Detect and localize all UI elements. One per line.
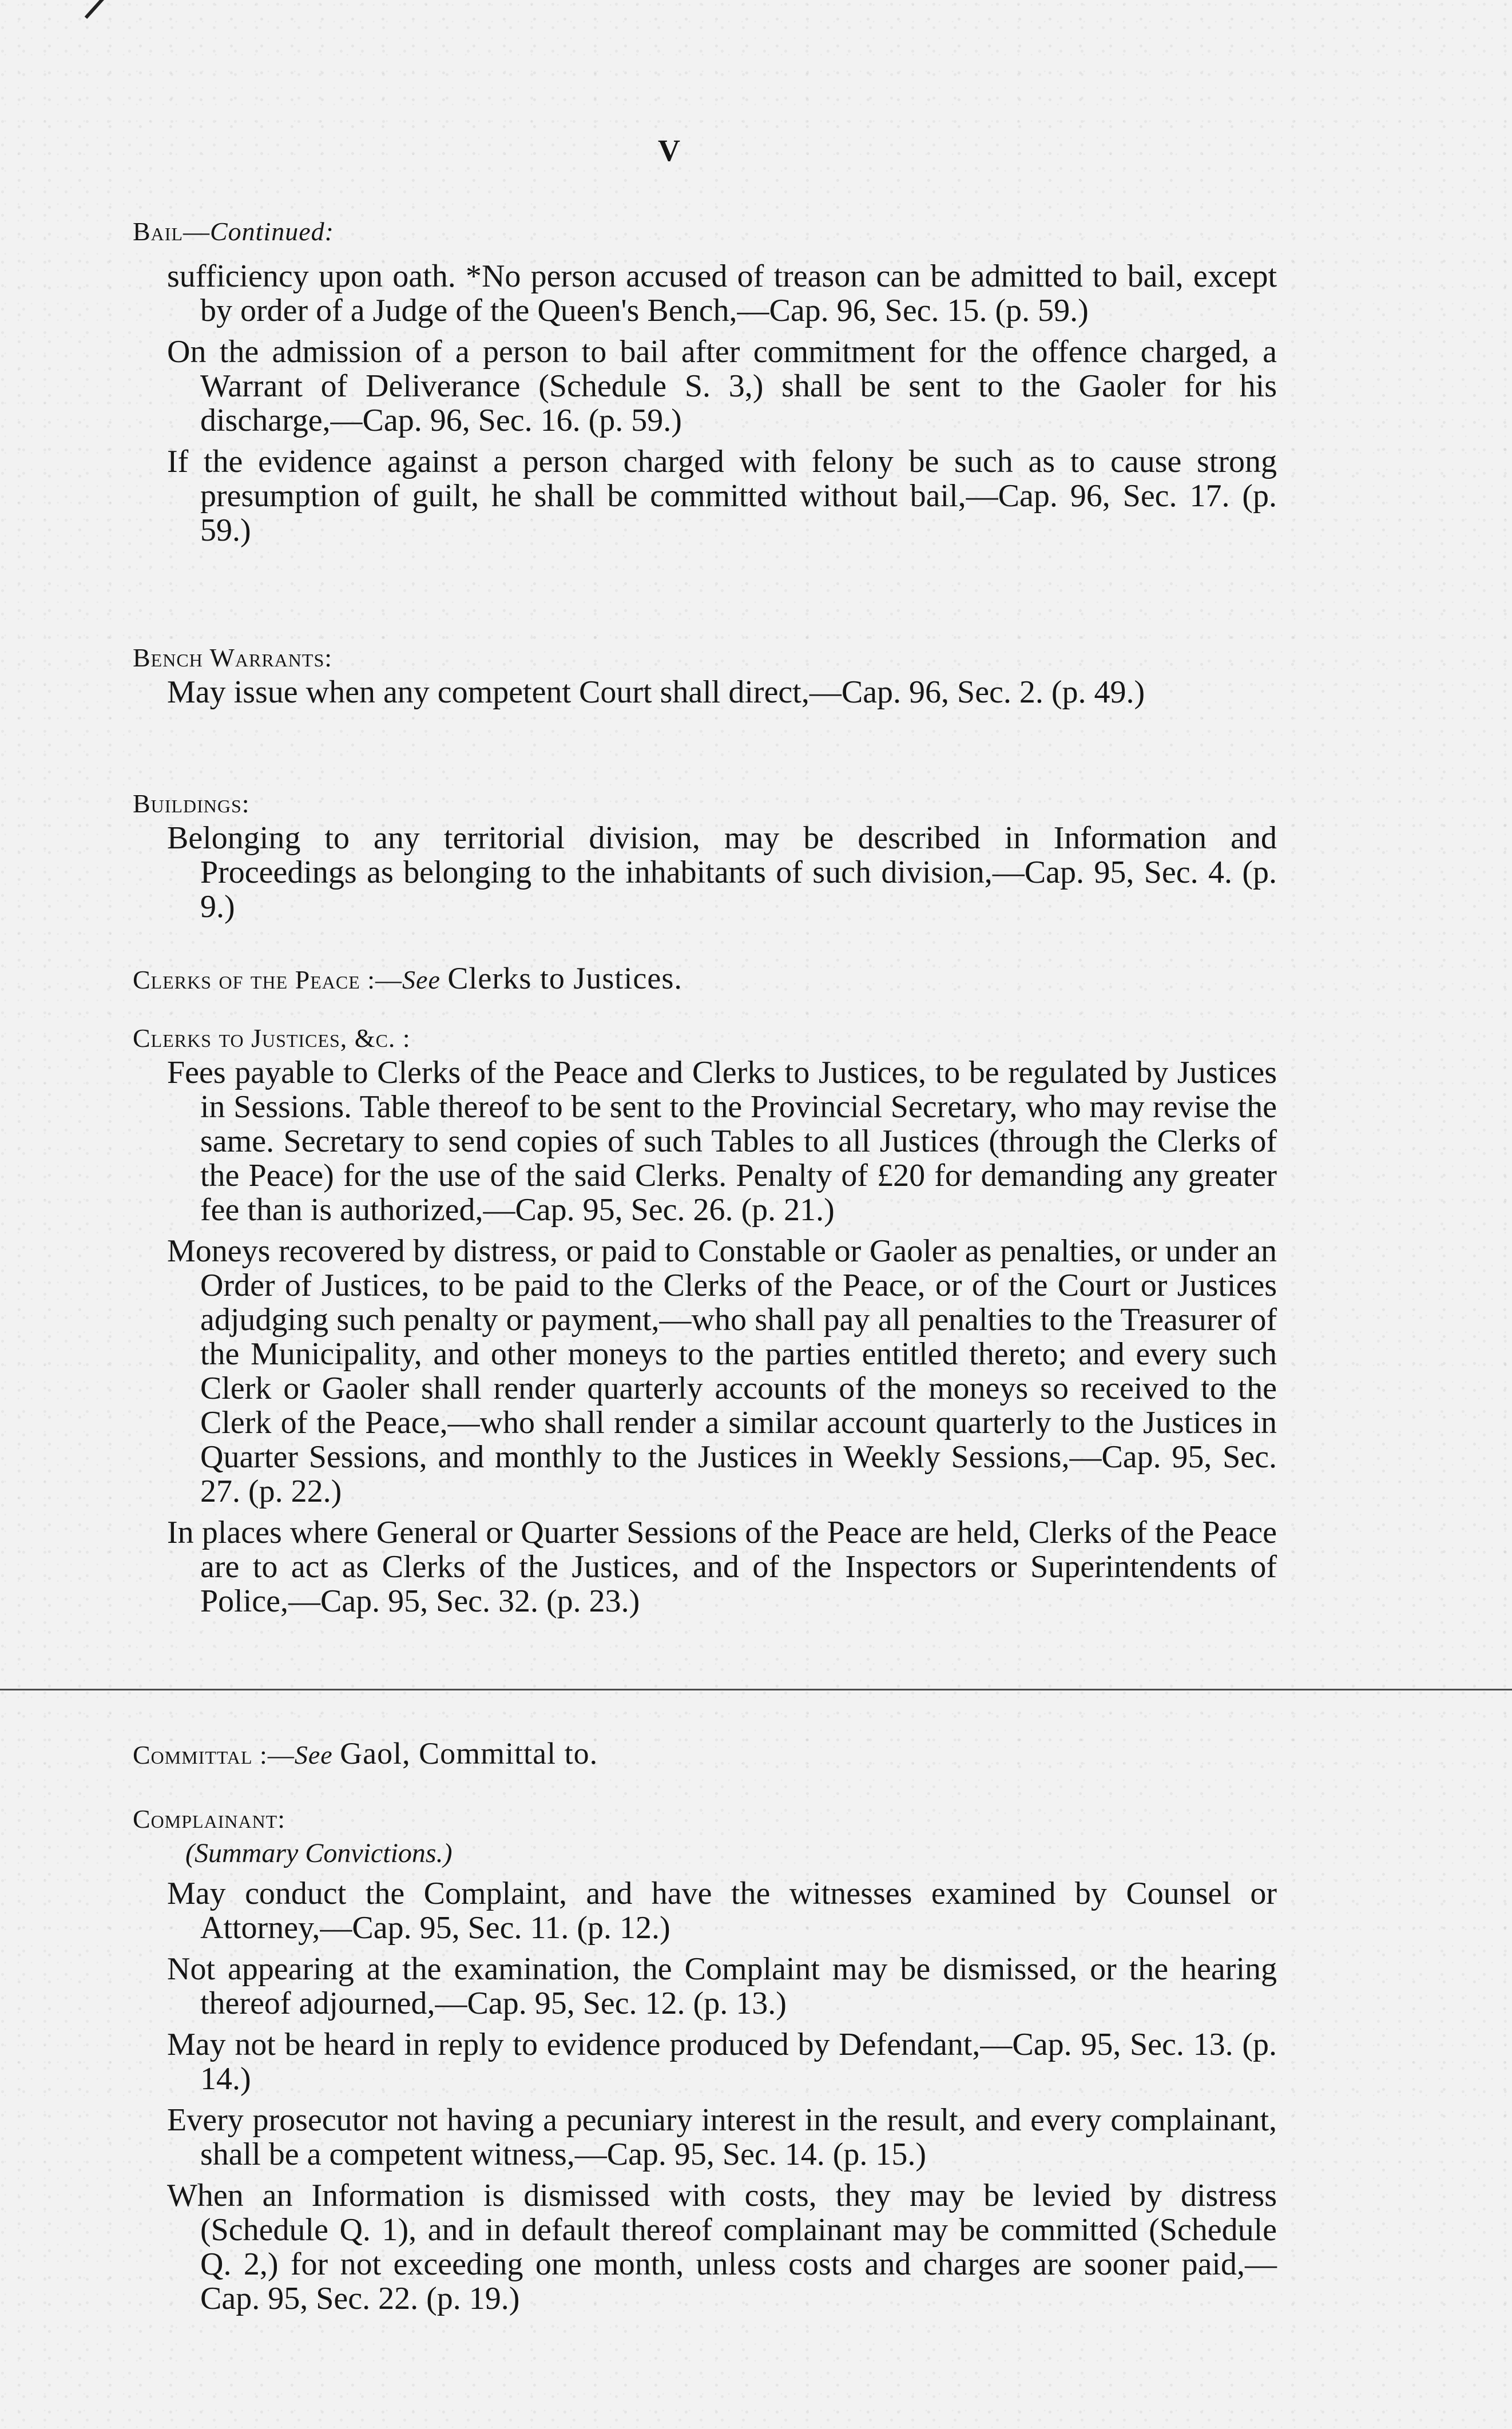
subheading: (Summary Convictions.) xyxy=(185,1838,453,1868)
entry: Every prosecutor not having a pecuniary interest in the result, and every complainant, shall be a competent witness,—Cap. 95, Sec. 14. (p. 15.) xyxy=(167,2102,1277,2172)
section-heading: Clerks to Justices, &c. : xyxy=(133,1023,411,1053)
entry: When an Information is dismissed with costs, they may be levied by distress (Schedule Q. 1), and in default thereof complainant may be committed (Schedule Q. 2,) for not exceeding one month, unless costs and charges are sooner paid,—Cap. 95, Sec. 22. (p. 19.) xyxy=(167,2178,1277,2316)
entry: If the evidence against a person charged with felony be such as to cause strong presumption of guilt, he shall be committed without bail,—Cap. 96, Sec. 17. (p. 59.) xyxy=(167,444,1277,548)
horizontal-rule xyxy=(0,1689,1512,1690)
entry: Not appearing at the examination, the Complaint may be dismissed, or the hearing thereof adjourned,—Cap. 95, Sec. 12. (p. 13.) xyxy=(167,1951,1277,2021)
entry: May conduct the Complaint, and have the witnesses examined by Counsel or Attorney,—Cap. 95, Sec. 11. (p. 12.) xyxy=(167,1876,1277,1946)
section-committal xyxy=(133,1736,1277,1772)
entry: In places where General or Quarter Sessions of the Peace are held, Clerks of the Peace are to act as Clerks of the Justices, and of the Inspectors or Superintendents of Police,—Cap. 95, Sec. 32. (p. 23.) xyxy=(167,1515,1277,1619)
section-clerks-to-justices xyxy=(133,1021,1277,1625)
section-heading: Complainant: xyxy=(133,1804,286,1833)
entry: sufficiency upon oath. *No person accused of treason can be admitted to bail, except by order of a Judge of the Queen's Bench,—Cap. 96, Sec. 15. (p. 59.) xyxy=(167,259,1277,328)
entry: Fees payable to Clerks of the Peace and Clerks to Justices, to be regulated by Justices in Sessions. Table thereof to be sent to the Provincial Secretary, who may revise the same. Secretary to send copies of such Tables to all Justices (through the Clerks of the Peace) for the use of the said Clerks. Penalty of £20 for demanding any greater fee than is authorized,—Cap. 95, Sec. 26. (p. 21.) xyxy=(167,1055,1277,1228)
section-heading: Buildings: xyxy=(133,789,250,818)
section-complainant xyxy=(133,1802,1277,2323)
section-bench-warrants xyxy=(133,641,1277,716)
entry: Belonging to any territorial division, may be described in Information and Proceedings as belonging to the inhabitants of such division,—Cap. 95, Sec. 4. (p. 9.) xyxy=(167,820,1277,924)
entry: May not be heard in reply to evidence produced by Defendant,—Cap. 95, Sec. 13. (p. 14.) xyxy=(167,2027,1277,2097)
section-clerks-of-peace xyxy=(133,961,1277,997)
section-heading: Bail—Continued: xyxy=(133,217,334,246)
section-buildings xyxy=(133,787,1277,931)
section-heading: Bench Warrants: xyxy=(133,643,333,672)
entry: Moneys recovered by distress, or paid to Constable or Gaoler as penalties, or under an Order of Justices, to be paid to the Clerks of the Peace, or of the Court or Justices adjudging such penalty or payment,—who shall pay all penalties to the Treasurer of the Municipality, and other moneys to the parties entitled thereto; and every such Clerk or Gaoler shall render quarterly accounts of the moneys so received to the Clerk of the Peace,—who shall render a similar account quarterly to the Justices in Quarter Sessions, and monthly to the Justices in Weekly Sessions,—Cap. 95, Sec. 27. (p. 22.) xyxy=(167,1233,1277,1509)
section-bail xyxy=(133,215,1277,554)
section-heading: Committal :—See Gaol, Committal to. xyxy=(133,1736,598,1771)
entry: May issue when any competent Court shall direct,—Cap. 96, Sec. 2. (p. 49.) xyxy=(167,674,1145,710)
pen-mark xyxy=(85,0,137,19)
section-heading: Clerks of the Peace :—See Clerks to Justices. xyxy=(133,961,682,995)
page-number: V xyxy=(658,133,680,168)
entry: On the admission of a person to bail after commitment for the offence charged, a Warrant of Deliverance (Schedule S. 3,) shall be sent to the Gaoler for his discharge,—Cap. 96, Sec. 16. (p. 59.) xyxy=(167,334,1277,438)
